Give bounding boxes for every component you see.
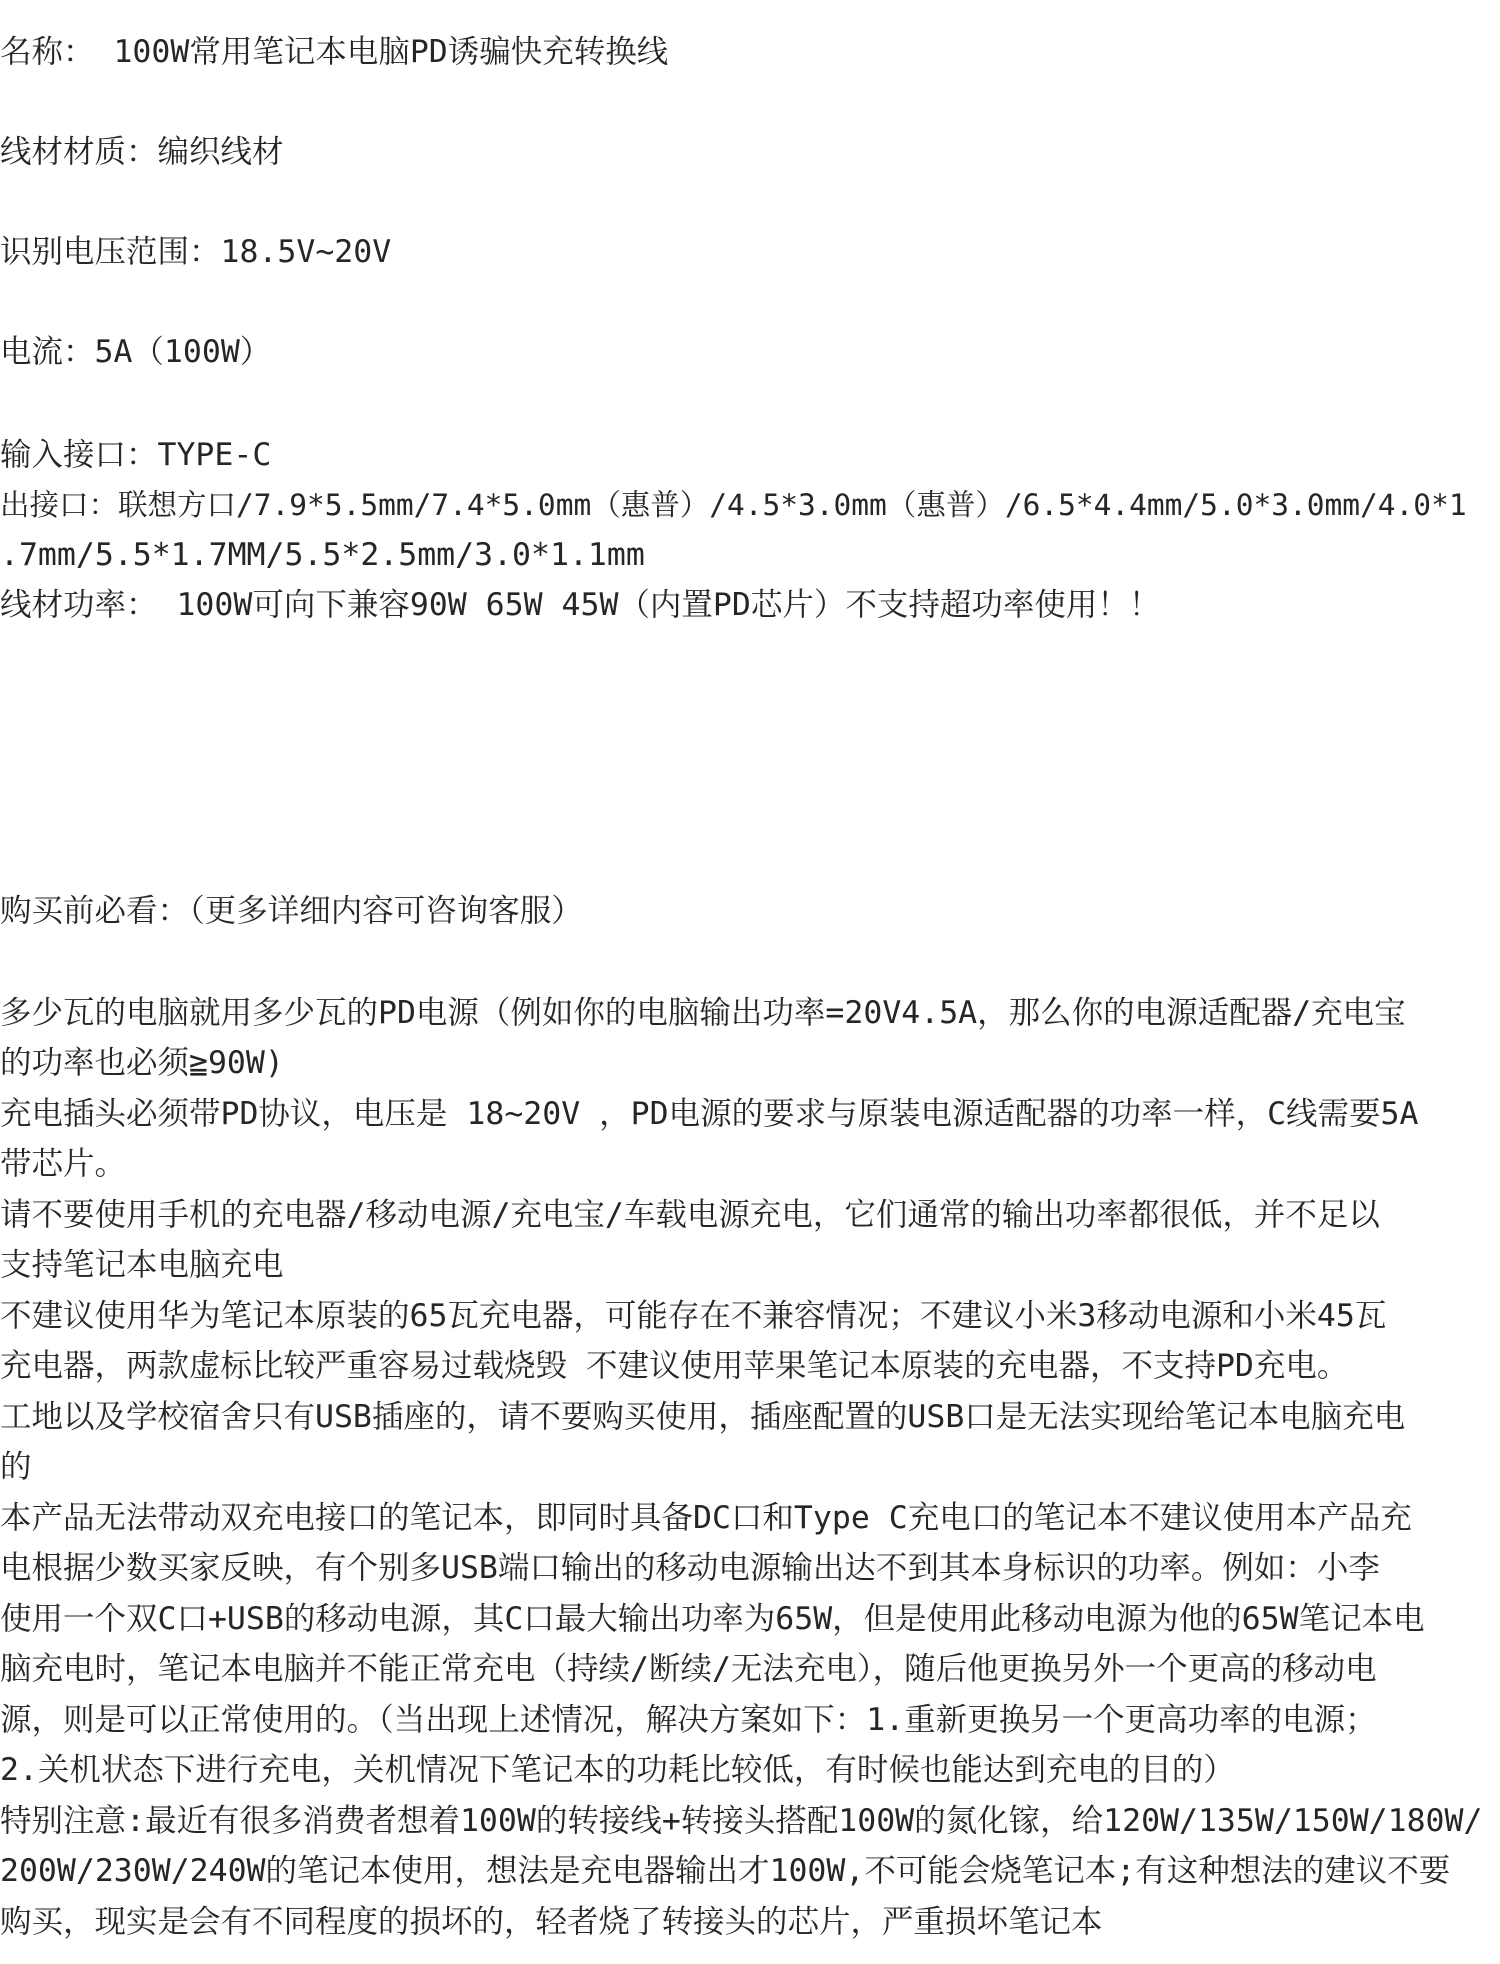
notice-line: 源，则是可以正常使用的。（当出现上述情况，解决方案如下：1.重新更换另一个更高功率的电源； xyxy=(0,1702,1377,1738)
notice-line: 使用一个双C口+USB的移动电源，其C口最大输出功率为65W，但是使用此移动电源为他的65W笔记本电 xyxy=(0,1601,1425,1637)
spec-material: 线材材质：编织线材 xyxy=(0,134,284,170)
spec-output-port-line-1: 出接口：联想方口/7.9*5.5mm/7.4*5.0mm（惠普）/4.5*3.0mm（惠普）/6.5*4.4mm/5.0*3.0mm/4.0*1 xyxy=(0,488,1467,522)
notice-line: 脑充电时，笔记本电脑并不能正常充电（持续/断续/无法充电），随后他更换另外一个更高的移动电 xyxy=(0,1651,1377,1687)
spec-input-port: 输入接口：TYPE-C xyxy=(0,437,272,473)
notice-line: 的功率也必须≧90W) xyxy=(0,1045,284,1081)
notice-line: 不建议使用华为笔记本原装的65瓦充电器，可能存在不兼容情况；不建议小米3移动电源和小米45瓦 xyxy=(0,1298,1387,1334)
notice-line: 特别注意:最近有很多消费者想着100W的转接线+转接头搭配100W的氮化镓，给120W/135W/150W/180W/ xyxy=(0,1803,1483,1839)
notice-line: 购买，现实是会有不同程度的损坏的，轻者烧了转接头的芯片，严重损坏笔记本 xyxy=(0,1904,1103,1940)
notice-line: 请不要使用手机的充电器/移动电源/充电宝/车载电源充电，它们通常的输出功率都很低，并不足以 xyxy=(0,1197,1380,1233)
notice-line: 带芯片。 xyxy=(0,1146,127,1182)
notice-line: 本产品无法带动双充电接口的笔记本，即同时具备DC口和Type C充电口的笔记本不建议使用本产品充 xyxy=(0,1500,1412,1536)
spec-name: 名称： 100W常用笔记本电脑PD诱骗快充转换线 xyxy=(0,34,669,70)
notice-line: 200W/230W/240W的笔记本使用，想法是充电器输出才100W,不可能会烧笔记本;有这种想法的建议不要 xyxy=(0,1853,1451,1889)
notice-line: 多少瓦的电脑就用多少瓦的PD电源（例如你的电脑输出功率=20V4.5A，那么你的电源适配器/充电宝 xyxy=(0,995,1406,1031)
notice-line: 工地以及学校宿舍只有USB插座的，请不要购买使用，插座配置的USB口是无法实现给笔记本电脑充电 xyxy=(0,1399,1406,1435)
notice-line: 支持笔记本电脑充电 xyxy=(0,1247,284,1283)
notice-line: 充电插头必须带PD协议，电压是 18~20V ，PD电源的要求与原装电源适配器的功率一样，C线需要5A xyxy=(0,1096,1419,1132)
spec-power: 线材功率： 100W可向下兼容90W 65W 45W（内置PD芯片）不支持超功率使用！！ xyxy=(0,587,1161,623)
notice-line: 的 xyxy=(0,1449,32,1485)
notice-line: 2.关机状态下进行充电，关机情况下笔记本的功耗比较低，有时候也能达到充电的目的） xyxy=(0,1752,1235,1788)
spec-current: 电流：5A（100W） xyxy=(0,334,272,370)
notice-line: 充电器，两款虚标比较严重容易过载烧毁 不建议使用苹果笔记本原装的充电器，不支持PD充电。 xyxy=(0,1348,1349,1384)
notice-heading: 购买前必看：（更多详细内容可咨询客服） xyxy=(0,893,583,929)
spec-voltage-range: 识别电压范围：18.5V~20V xyxy=(0,234,392,270)
spec-output-port-line-2: .7mm/5.5*1.7MM/5.5*2.5mm/3.0*1.1mm xyxy=(0,537,645,573)
notice-line: 电根据少数买家反映，有个别多USB端口输出的移动电源输出达不到其本身标识的功率。例如：小李 xyxy=(0,1550,1380,1586)
